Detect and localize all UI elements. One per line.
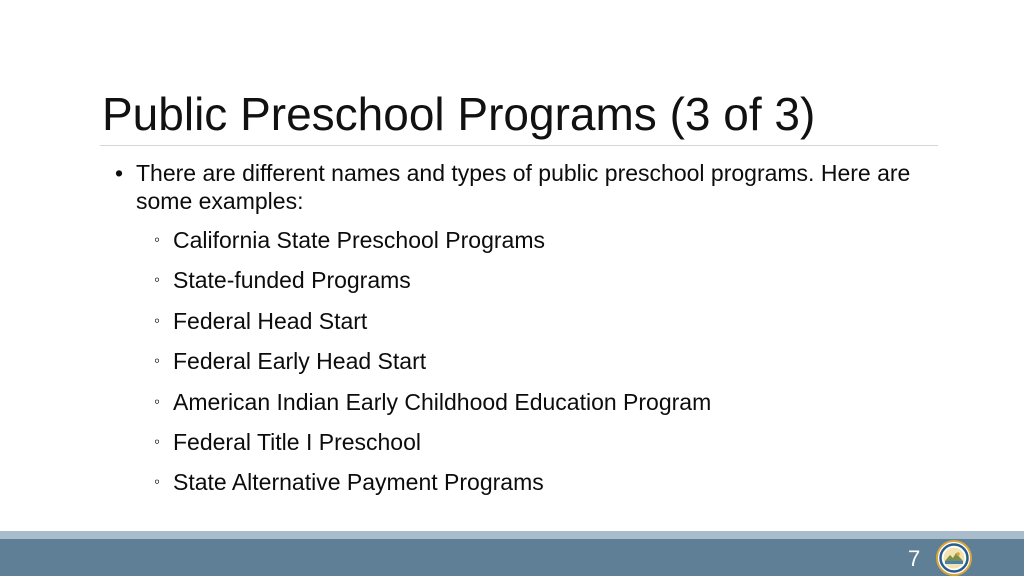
bullet-marker: • [115,160,124,186]
sub-bullet-marker: ◦ [154,431,161,451]
list-item-text: State-funded Programs [173,267,411,294]
sub-bullet-marker: ◦ [154,472,161,492]
footer-band [0,539,1024,576]
footer-accent-stripe [0,531,1024,539]
sub-bullet-marker: ◦ [154,351,161,371]
sub-bullet-marker: ◦ [154,391,161,411]
page-number: 7 [908,546,921,571]
sub-bullet-marker: ◦ [154,310,161,330]
list-item-text: Federal Head Start [173,307,368,334]
intro-bullet-text: There are different names and types of public preschool programs. Here are some examples: [136,160,911,214]
sub-bullet-marker: ◦ [154,270,161,290]
state-seal-icon [936,540,972,576]
list-item-text: American Indian Early Childhood Education Program [173,388,712,415]
sub-bullet-marker: ◦ [154,230,161,249]
title-divider [100,145,938,146]
list-item-text: California State Preschool Programs [173,227,545,253]
slide-title: Public Preschool Programs (3 of 3) [102,88,816,140]
intro-bullet [115,159,915,215]
list-item-text: Federal Title I Preschool [173,428,422,455]
list-item-text: Federal Early Head Start [173,348,427,375]
list-item-text: State Alternative Payment Programs [173,469,544,496]
